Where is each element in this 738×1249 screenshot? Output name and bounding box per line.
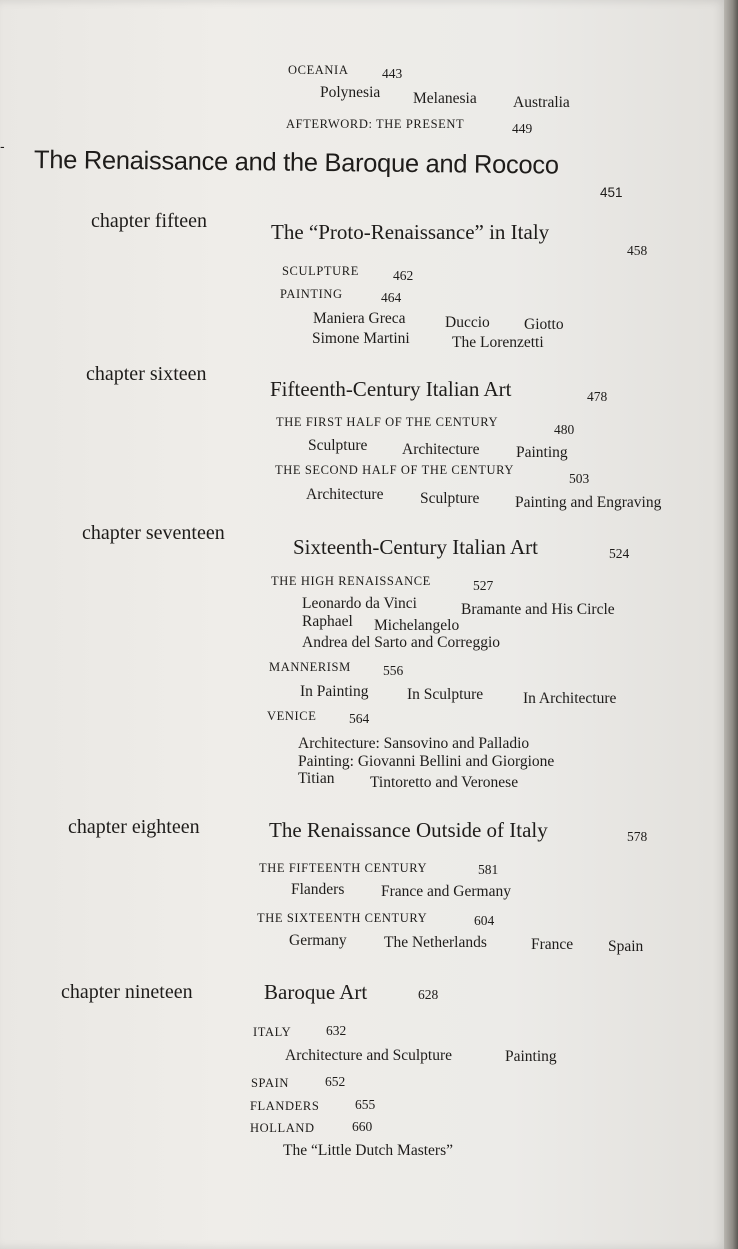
section-page: 503	[569, 471, 590, 486]
section-page: 464	[381, 290, 402, 305]
chapter-title: Baroque Art	[264, 980, 368, 1004]
oceania-page: 443	[382, 66, 403, 81]
subsection-item: Germany	[289, 932, 347, 949]
section-heading: THE SIXTEENTH CENTURY	[257, 911, 428, 925]
subsection-item: Bramante and His Circle	[461, 601, 615, 618]
section-heading: MANNERISM	[269, 660, 351, 674]
afterword-page: 449	[512, 121, 533, 136]
subsection-item: Michelangelo	[374, 617, 460, 634]
subsection-item: Duccio	[445, 314, 490, 331]
section-page: 581	[478, 862, 499, 877]
section-heading: ITALY	[253, 1025, 292, 1039]
subsection-item: Maniera Greca	[313, 310, 406, 327]
oceania-heading: OCEANIA	[288, 63, 349, 77]
subsection-item: Architecture	[402, 441, 480, 458]
section-page: 660	[352, 1119, 373, 1134]
section-page: 527	[473, 578, 494, 593]
subsection-item: Architecture and Sculpture	[285, 1047, 452, 1064]
chapter-label: chapter sixteen	[86, 363, 207, 385]
afterword-heading: AFTERWORD: THE PRESENT	[286, 117, 465, 131]
oceania-item: Australia	[513, 94, 570, 111]
subsection-item: Architecture	[306, 486, 384, 503]
subsection-item: Tintoretto and Veronese	[370, 774, 519, 791]
section-page: 652	[325, 1074, 346, 1089]
section-page: 462	[393, 268, 414, 283]
section-heading: THE SECOND HALF OF THE CENTURY	[275, 463, 514, 477]
part-marker: -	[0, 138, 5, 154]
oceania-item: Polynesia	[320, 84, 381, 101]
section-heading: THE HIGH RENAISSANCE	[271, 574, 431, 588]
section-heading: SPAIN	[251, 1076, 289, 1090]
subsection-item: The Lorenzetti	[452, 334, 544, 351]
chapter-title: Sixteenth-Century Italian Art	[293, 535, 538, 559]
section-heading: VENICE	[267, 709, 317, 723]
subsection-item: Titian	[298, 770, 335, 787]
chapter-label: chapter seventeen	[82, 522, 225, 544]
subsection-item: In Sculpture	[407, 686, 484, 703]
subsection-item: The Netherlands	[384, 934, 487, 951]
subsection-item: The “Little Dutch Masters”	[283, 1142, 454, 1159]
section-heading: HOLLAND	[250, 1121, 315, 1135]
subsection-item: Painting: Giovanni Bellini and Giorgione	[298, 753, 555, 770]
subsection-item: Sculpture	[420, 490, 480, 507]
subsection-item: France and Germany	[381, 883, 511, 900]
subsection-item: Raphael	[302, 613, 353, 630]
subsection-item: Leonardo da Vinci	[302, 595, 417, 612]
oceania-item: Melanesia	[413, 90, 477, 107]
chapter-page: 578	[627, 829, 648, 844]
part-page: 451	[600, 185, 623, 200]
subsection-item: Spain	[608, 938, 644, 955]
section-heading: SCULPTURE	[282, 264, 359, 278]
section-heading: THE FIRST HALF OF THE CENTURY	[276, 415, 499, 429]
chapter-page: 478	[587, 389, 608, 404]
subsection-item: Painting	[505, 1048, 557, 1065]
chapter-label: chapter fifteen	[91, 210, 208, 232]
section-page: 480	[554, 422, 575, 437]
subsection-item: France	[531, 936, 574, 953]
section-heading: THE FIFTEENTH CENTURY	[259, 861, 428, 875]
subsection-item: Painting and Engraving	[515, 494, 662, 511]
chapter-page: 458	[627, 243, 648, 258]
chapter-page: 524	[609, 546, 630, 561]
section-page: 556	[383, 663, 404, 678]
chapter-label: chapter nineteen	[61, 981, 193, 1003]
chapter-page: 628	[418, 987, 439, 1002]
chapter-title: Fifteenth-Century Italian Art	[270, 377, 512, 401]
section-page: 655	[355, 1097, 376, 1112]
subsection-item: Painting	[516, 444, 568, 461]
subsection-item: Sculpture	[308, 437, 368, 454]
section-page: 604	[474, 913, 495, 928]
page-edge	[724, 0, 738, 1249]
section-heading: PAINTING	[280, 287, 343, 301]
subsection-item: Andrea del Sarto and Correggio	[302, 634, 500, 651]
section-heading: FLANDERS	[250, 1099, 320, 1113]
subsection-item: Flanders	[291, 881, 345, 898]
section-page: 564	[349, 711, 370, 726]
section-page: 632	[326, 1023, 347, 1038]
chapter-title: The Renaissance Outside of Italy	[269, 818, 548, 842]
chapter-label: chapter eighteen	[68, 816, 200, 838]
subsection-item: In Painting	[300, 683, 369, 700]
subsection-item: Simone Martini	[312, 330, 410, 347]
part-title: The Renaissance and the Baroque and Rococo	[33, 146, 559, 180]
subsection-item: In Architecture	[523, 690, 617, 707]
subsection-item: Giotto	[524, 316, 564, 333]
subsection-item: Architecture: Sansovino and Palladio	[298, 735, 530, 752]
chapter-title: The “Proto-Renaissance” in Italy	[271, 220, 550, 244]
